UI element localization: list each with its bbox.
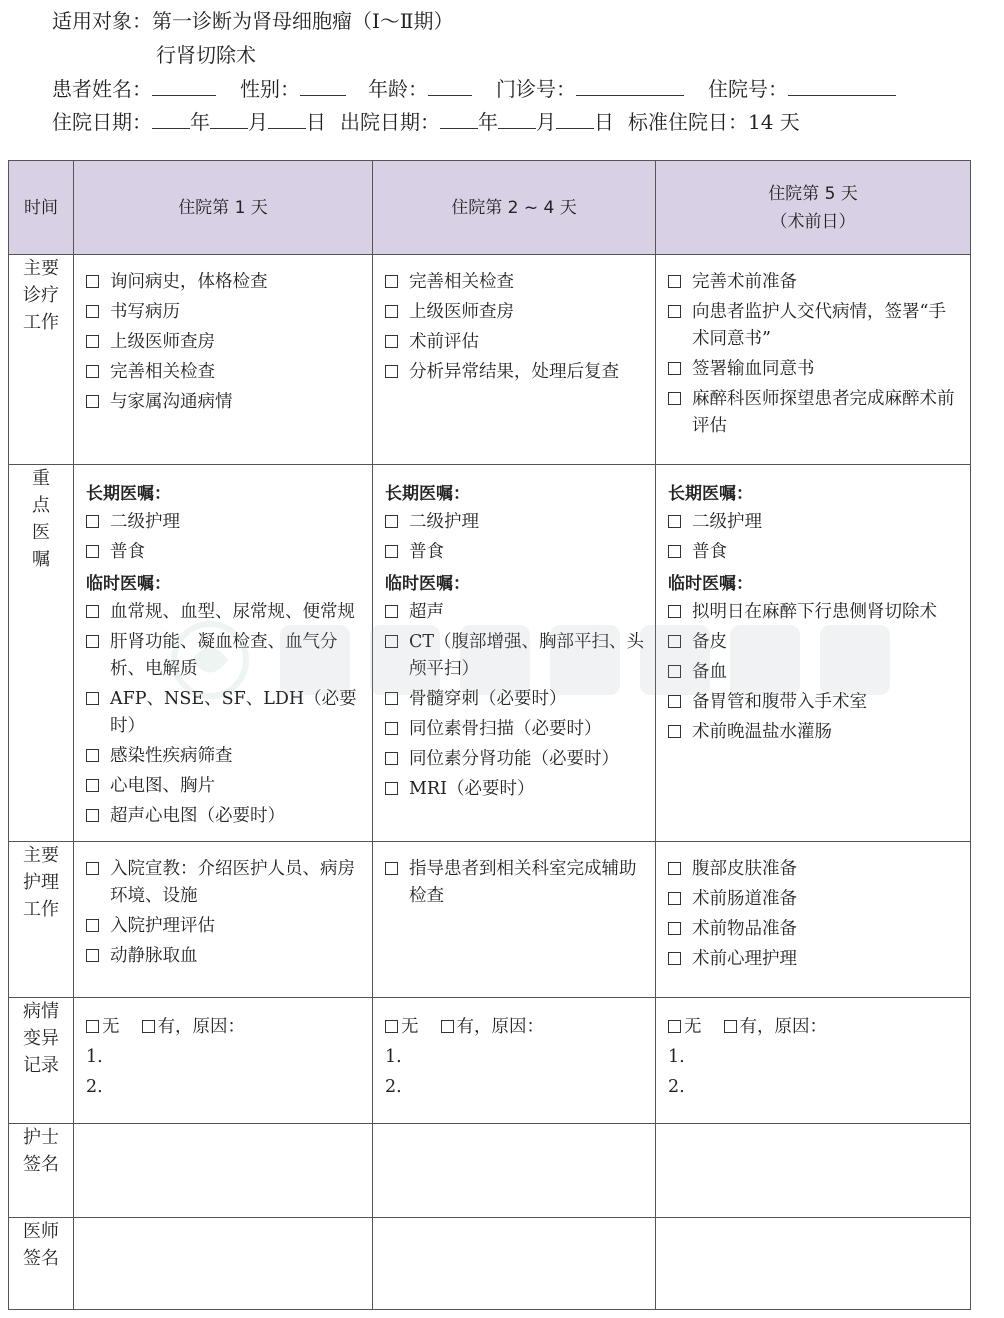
variation-none-label: 无 [684, 1017, 702, 1037]
orders-day1 [74, 465, 373, 842]
checklist-item-label: 同位素分肾功能（必要时） [409, 749, 619, 769]
col-day5-header [656, 161, 971, 255]
checklist-item [668, 916, 960, 943]
checkbox[interactable] [385, 335, 398, 348]
row-label-line: 护士 [23, 1127, 59, 1148]
variation-reason-2[interactable]: 2. [86, 1077, 103, 1097]
checkbox[interactable] [668, 392, 681, 405]
checklist-item [385, 776, 645, 803]
checklist-item [86, 509, 362, 536]
row-label-line: 诊疗 [23, 285, 59, 306]
row-orders [9, 465, 971, 842]
age-label: 年龄： [368, 77, 428, 101]
checkbox[interactable] [668, 515, 681, 528]
variation-options [385, 1012, 645, 1042]
checkbox[interactable] [86, 809, 99, 822]
month-label: 月 [248, 110, 268, 134]
checklist-item-label: 完善术前准备 [692, 272, 797, 292]
checklist-item [668, 299, 960, 353]
checklist-item [86, 599, 362, 626]
patient-name-field[interactable] [152, 75, 216, 96]
checklist-item [86, 629, 362, 683]
checkbox[interactable] [86, 335, 99, 348]
discharge-date-label: 出院日期： [340, 110, 440, 134]
checklist-item-label: 入院宣教：介绍医护人员、病房环境、设施 [110, 859, 355, 906]
applicable-diagnosis: 第一诊断为肾母细胞瘤（Ⅰ～Ⅱ期） [152, 9, 454, 33]
orders-day2-4 [373, 465, 656, 842]
main-work-day5 [656, 255, 971, 465]
age-field[interactable] [428, 75, 472, 96]
discharge-year-field[interactable] [440, 108, 478, 129]
checkbox[interactable] [668, 695, 681, 708]
checklist-item-label: AFP、NSE、SF、LDH（必要时） [110, 689, 357, 736]
checklist-item-label: 术前晚温盐水灌肠 [692, 722, 832, 742]
row-label-line: 病情 [23, 1001, 59, 1022]
checklist-item-label: 超声心电图（必要时） [110, 806, 285, 826]
variation-none-label: 无 [102, 1017, 120, 1037]
checklist-item-label: 普食 [692, 542, 727, 562]
checklist-item [385, 716, 645, 743]
nursing-day1 [74, 842, 373, 998]
checklist-item-label: 与家属沟通病情 [110, 392, 233, 412]
checklist-item [668, 946, 960, 973]
checklist-item [668, 886, 960, 913]
checkbox[interactable] [86, 275, 99, 288]
variation-options [668, 1012, 960, 1042]
checkbox[interactable] [668, 305, 681, 318]
checklist-item [86, 269, 362, 296]
variation-day5 [656, 998, 971, 1124]
col-day5-subtitle: （术前日） [770, 211, 856, 232]
checkbox[interactable] [86, 692, 99, 705]
variation-reason-1[interactable]: 1. [668, 1047, 685, 1067]
discharge-day-field[interactable] [556, 108, 594, 129]
checkbox[interactable] [668, 665, 681, 678]
row-doctor-signature [9, 1218, 971, 1310]
day-label: 日 [594, 110, 614, 134]
checklist-item-label: 麻醉科医师探望患者完成麻醉术前评估 [692, 389, 955, 436]
day-label: 日 [306, 110, 326, 134]
checkbox[interactable] [86, 395, 99, 408]
checklist-item [385, 856, 645, 910]
checkbox[interactable] [668, 725, 681, 738]
checkbox[interactable] [385, 862, 398, 875]
temporary-orders-label: 临时医嘱： [86, 574, 171, 594]
col-time-header: 时间 [9, 161, 74, 255]
nurse-signature-day2-4[interactable] [373, 1124, 656, 1218]
checklist-item [86, 359, 362, 386]
nurse-signature-day5[interactable] [656, 1124, 971, 1218]
checkbox[interactable] [86, 545, 99, 558]
row-label-line: 嘱 [32, 549, 50, 570]
checklist-item-label: 普食 [409, 542, 444, 562]
checklist-item-label: 完善相关检查 [409, 272, 514, 292]
checkbox[interactable] [668, 922, 681, 935]
checklist-item [86, 743, 362, 770]
admit-month-field[interactable] [210, 108, 248, 129]
checklist-item [86, 389, 362, 416]
checklist-item-label: 普食 [110, 542, 145, 562]
variation-yes-label: 有，原因： [157, 1017, 245, 1037]
row-main-work [9, 255, 971, 465]
row-label-line: 记录 [23, 1055, 59, 1076]
discharge-month-field[interactable] [498, 108, 536, 129]
checkbox[interactable] [86, 779, 99, 792]
checklist-item-label: 备皮 [692, 632, 727, 652]
variation-options [86, 1012, 362, 1042]
checkbox[interactable] [86, 605, 99, 618]
checklist-item-label: 心电图、胸片 [110, 776, 215, 796]
checklist-item-label: 二级护理 [110, 512, 180, 532]
row-variation [9, 998, 971, 1124]
checklist-item [86, 329, 362, 356]
outpatient-field[interactable] [576, 75, 684, 96]
checklist-item-label: 动静脉取血 [110, 946, 198, 966]
checklist-item-label: 术前肠道准备 [692, 889, 797, 909]
inpatient-label: 住院号： [708, 77, 788, 101]
admit-date-label: 住院日期： [52, 110, 152, 134]
outpatient-label: 门诊号： [496, 77, 576, 101]
checklist-item [385, 599, 645, 626]
checkbox[interactable] [668, 862, 681, 875]
standard-stay: 标准住院日：14 天 [628, 110, 800, 134]
checklist-item-label: 书写病历 [110, 302, 180, 322]
row-label-line: 重 [32, 468, 50, 489]
col-day1-header: 住院第 1 天 [74, 161, 373, 255]
row-label-line: 医 [32, 522, 50, 543]
variation-yes-label: 有，原因： [456, 1017, 544, 1037]
variation-day2-4 [373, 998, 656, 1124]
row-label-line: 护理 [23, 872, 59, 893]
checklist-item-label: 备血 [692, 662, 727, 682]
checklist-item [385, 539, 645, 566]
inpatient-field[interactable] [788, 75, 896, 96]
checkbox[interactable] [385, 275, 398, 288]
checkbox[interactable] [385, 692, 398, 705]
checklist-item-label: CT（腹部增强、胸部平扫、头颅平扫） [409, 632, 645, 679]
checklist-item [385, 329, 645, 356]
admit-day-field[interactable] [268, 108, 306, 129]
clinical-pathway-table [8, 160, 971, 1310]
checklist-item [668, 539, 960, 566]
checklist-item [86, 686, 362, 740]
long-term-orders-label: 长期医嘱： [385, 484, 470, 504]
applicable-label: 适用对象： [52, 9, 152, 33]
checkbox[interactable] [385, 635, 398, 648]
checkbox[interactable] [385, 722, 398, 735]
checklist-item [668, 659, 960, 686]
patient-name-label: 患者姓名： [52, 77, 152, 101]
checklist-item-label: MRI（必要时） [409, 779, 535, 799]
sex-label: 性别： [240, 77, 300, 101]
checklist-item [86, 943, 362, 970]
checklist-item [668, 356, 960, 383]
checkbox[interactable] [668, 362, 681, 375]
variation-none-checkbox[interactable] [86, 1020, 99, 1033]
checklist-item-label: 签署输血同意书 [692, 359, 815, 379]
checkbox[interactable] [86, 949, 99, 962]
long-term-orders-label: 长期医嘱： [668, 484, 753, 504]
row-nursing [9, 842, 971, 998]
checklist-item [385, 629, 645, 683]
patient-info-line [52, 75, 896, 102]
variation-reason-2[interactable]: 2. [385, 1077, 402, 1097]
variation-yes-checkbox[interactable] [724, 1020, 737, 1033]
checkbox[interactable] [668, 545, 681, 558]
nurse-signature-day1[interactable] [74, 1124, 373, 1218]
checkbox[interactable] [385, 515, 398, 528]
variation-reason-2[interactable]: 2. [668, 1077, 685, 1097]
checklist-item-label: 询问病史，体格检查 [110, 272, 268, 292]
row-label-line: 工作 [23, 899, 59, 920]
checklist-item [86, 539, 362, 566]
checklist-item-label: 指导患者到相关科室完成辅助检查 [409, 859, 637, 906]
checklist-item-label: 备胃管和腹带入手术室 [692, 692, 867, 712]
checklist-item [86, 856, 362, 910]
checklist-item [668, 269, 960, 296]
checklist-item [668, 856, 960, 883]
year-label: 年 [478, 110, 498, 134]
row-label-orders [9, 465, 74, 842]
checklist-item-label: 向患者监护人交代病情，签署“手术同意书” [692, 302, 946, 349]
checklist-item-label: 拟明日在麻醉下行患侧肾切除术 [692, 602, 937, 622]
checklist-item [385, 359, 645, 386]
checklist-item [668, 689, 960, 716]
row-label-nursing [9, 842, 74, 998]
checkbox[interactable] [668, 605, 681, 618]
nursing-day5 [656, 842, 971, 998]
variation-yes-checkbox[interactable] [441, 1020, 454, 1033]
variation-none-checkbox[interactable] [385, 1020, 398, 1033]
applicable-line-1 [52, 8, 454, 34]
checklist-item [668, 509, 960, 536]
col-day5-title: 住院第 5 天 [768, 183, 858, 204]
row-label-line: 主要 [23, 845, 59, 866]
main-work-day2-4 [373, 255, 656, 465]
row-label-line: 工作 [23, 312, 59, 333]
checklist-item-label: 上级医师查房 [110, 332, 215, 352]
checkbox[interactable] [86, 305, 99, 318]
checklist-item [385, 509, 645, 536]
orders-day5 [656, 465, 971, 842]
checklist-item-label: 二级护理 [692, 512, 762, 532]
checklist-item [385, 299, 645, 326]
checklist-item [668, 386, 960, 440]
checklist-item-label: 骨髓穿刺（必要时） [409, 689, 567, 709]
checklist-item [86, 803, 362, 830]
checkbox[interactable] [668, 635, 681, 648]
checkbox[interactable] [668, 275, 681, 288]
row-label-doctor-signature [9, 1218, 74, 1310]
variation-yes-label: 有，原因： [739, 1017, 827, 1037]
checklist-item-label: 上级医师查房 [409, 302, 514, 322]
checklist-item-label: 术前物品准备 [692, 919, 797, 939]
checklist-item [86, 299, 362, 326]
row-label-line: 签名 [23, 1248, 59, 1269]
checklist-item-label: 感染性疾病筛查 [110, 746, 233, 766]
checkbox[interactable] [385, 782, 398, 795]
row-label-line: 签名 [23, 1154, 59, 1175]
checklist-item-label: 分析异常结果，处理后复查 [409, 362, 619, 382]
temporary-orders-label: 临时医嘱： [668, 574, 753, 594]
checklist-item-label: 术前评估 [409, 332, 479, 352]
sex-field[interactable] [300, 75, 346, 96]
checkbox[interactable] [668, 892, 681, 905]
checklist-item-label: 腹部皮肤准备 [692, 859, 797, 879]
nursing-day2-4 [373, 842, 656, 998]
applicable-procedure: 行肾切除术 [156, 43, 256, 67]
checkbox[interactable] [86, 365, 99, 378]
month-label: 月 [536, 110, 556, 134]
checklist-item [668, 599, 960, 626]
checklist-item-label: 同位素骨扫描（必要时） [409, 719, 602, 739]
year-label: 年 [190, 110, 210, 134]
row-label-main-work [9, 255, 74, 465]
variation-day1 [74, 998, 373, 1124]
checklist-item [86, 773, 362, 800]
doctor-signature-day2-4[interactable] [373, 1218, 656, 1310]
doctor-signature-day1[interactable] [74, 1218, 373, 1310]
checklist-item-label: 完善相关检查 [110, 362, 215, 382]
row-label-line: 主要 [23, 258, 59, 279]
variation-reason-1[interactable]: 1. [86, 1047, 103, 1067]
checkbox[interactable] [668, 952, 681, 965]
variation-reason-1[interactable]: 1. [385, 1047, 402, 1067]
checklist-item-label: 超声 [409, 602, 444, 622]
checkbox[interactable] [385, 545, 398, 558]
row-label-line: 医师 [23, 1221, 59, 1242]
variation-yes-checkbox[interactable] [142, 1020, 155, 1033]
variation-none-checkbox[interactable] [668, 1020, 681, 1033]
checklist-item [668, 719, 960, 746]
long-term-orders-label: 长期医嘱： [86, 484, 171, 504]
col-day2-4-header: 住院第 2 ~ 4 天 [373, 161, 656, 255]
row-nurse-signature [9, 1124, 971, 1218]
checkbox[interactable] [385, 605, 398, 618]
checklist-item-label: 血常规、血型、尿常规、便常规 [110, 602, 355, 622]
admit-year-field[interactable] [152, 108, 190, 129]
checklist-item-label: 术前心理护理 [692, 949, 797, 969]
table-header-row [9, 161, 971, 255]
checklist-item [385, 746, 645, 773]
main-work-day1 [74, 255, 373, 465]
checklist-item-label: 肝肾功能、凝血检查、血气分析、电解质 [110, 632, 338, 679]
checklist-item-label: 二级护理 [409, 512, 479, 532]
checkbox[interactable] [385, 752, 398, 765]
checklist-item [86, 913, 362, 940]
checkbox[interactable] [86, 749, 99, 762]
checklist-item [385, 269, 645, 296]
checklist-item [385, 686, 645, 713]
row-label-line: 变异 [23, 1028, 59, 1049]
row-label-line: 点 [32, 495, 50, 516]
row-label-variation [9, 998, 74, 1124]
checkbox[interactable] [385, 365, 398, 378]
checklist-item [668, 629, 960, 656]
checklist-item-label: 入院护理评估 [110, 916, 215, 936]
checkbox[interactable] [86, 635, 99, 648]
row-label-nurse-signature [9, 1124, 74, 1218]
checkbox[interactable] [86, 515, 99, 528]
variation-none-label: 无 [401, 1017, 419, 1037]
checkbox[interactable] [385, 305, 398, 318]
temporary-orders-label: 临时医嘱： [385, 574, 470, 594]
checkbox[interactable] [86, 862, 99, 875]
dates-line [52, 108, 800, 135]
checkbox[interactable] [86, 919, 99, 932]
doctor-signature-day5[interactable] [656, 1218, 971, 1310]
